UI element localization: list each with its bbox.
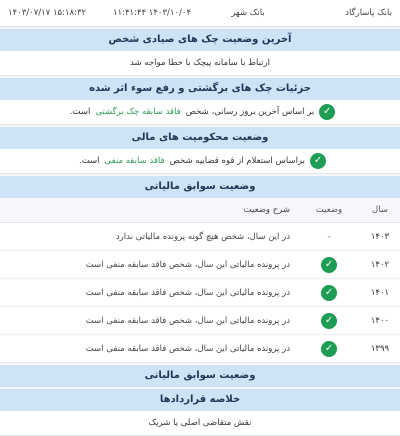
datetime-1: ۱۴۰۳/۱۰/۰۴ ۱۱:۴۱:۴۴	[112, 8, 192, 18]
returned-cheques-highlight: فاقد سابقه چک برگشتی	[95, 107, 181, 117]
table-row	[0, 223, 400, 251]
returned-cheques-title: جزئیات چک های برگشتی و رفع سوء اثر شده	[0, 78, 400, 100]
cheque-status-title: آخرین وضعیت چک های صیادی شخص	[0, 29, 400, 51]
financial-conviction-highlight: فاقد سابقه منفی	[104, 156, 165, 166]
table-row	[0, 251, 400, 279]
financial-conviction-text-after: است.	[79, 156, 100, 166]
returned-cheques-text-after: است.	[69, 107, 91, 117]
returned-cheques-line	[0, 100, 400, 124]
check-circle-icon: ✓	[321, 257, 337, 273]
row-description: در پرونده مالیاتی این سال، شخص فاقد سابقه منفی است	[0, 279, 298, 307]
check-circle-icon: ✓	[321, 285, 337, 301]
row-description: در پرونده مالیاتی این سال، شخص فاقد سابقه منفی است	[0, 251, 298, 279]
returned-cheques-panel	[0, 100, 400, 125]
contracts-summary-subtitle: نقش متقاضی اصلی یا شریک	[148, 418, 252, 428]
row-status	[298, 307, 360, 335]
table-row	[0, 279, 400, 307]
financial-conviction-text-before: براساس استعلام از قوه قضاییه شخص	[169, 156, 305, 166]
table-row	[0, 307, 400, 335]
tax-records-table	[0, 198, 400, 363]
check-circle-icon: ✓	[319, 104, 335, 120]
table-header-row	[0, 198, 400, 223]
row-year: ۱۴۰۰	[360, 307, 400, 335]
datetime-2: ۱۴۰۳/۰۷/۱۷ ۱۵:۱۸:۳۲	[8, 8, 87, 18]
financial-conviction-panel	[0, 149, 400, 174]
row-description: در پرونده مالیاتی این سال، شخص فاقد سابقه منفی است	[0, 335, 298, 363]
bank-branch: بانک پاسارگاد	[345, 8, 392, 18]
row-year: ۱۴۰۳	[360, 223, 400, 251]
table-row	[0, 335, 400, 363]
row-year: ۱۳۹۹	[360, 335, 400, 363]
top-bar	[0, 0, 400, 27]
tax-records-2-title: وضعیت سوابق مالیاتی	[0, 365, 400, 387]
cheque-status-message: ارتباط با سامانه پیچک با خطا مواجه شد	[130, 58, 270, 68]
dash-status: -	[327, 231, 331, 242]
check-circle-icon: ✓	[321, 313, 337, 329]
cheque-status-panel	[0, 51, 400, 76]
bank-name: بانک شهر	[231, 8, 265, 18]
row-status	[298, 251, 360, 279]
financial-conviction-line	[0, 149, 400, 173]
row-description: در این سال، شخص هیچ گونه پرونده مالیاتی ندارد	[0, 223, 298, 251]
column-description: شرح وضعیت	[0, 198, 298, 223]
row-status	[298, 279, 360, 307]
check-circle-icon: ✓	[310, 153, 326, 169]
row-year: ۱۴۰۲	[360, 251, 400, 279]
tax-records-title: وضعیت سوابق مالیاتی	[0, 176, 400, 198]
row-status	[298, 335, 360, 363]
row-description: در پرونده مالیاتی این سال، شخص فاقد سابقه منفی است	[0, 307, 298, 335]
row-status	[298, 223, 360, 251]
contracts-summary-title: خلاصه قراردادها	[0, 389, 400, 411]
returned-cheques-text-before: بر اساس آخرین بروز رسانی، شخص	[185, 107, 315, 117]
column-year: سال	[360, 198, 400, 223]
contracts-summary-panel	[0, 411, 400, 436]
row-year: ۱۴۰۱	[360, 279, 400, 307]
check-circle-icon: ✓	[321, 341, 337, 357]
column-status: وضعیت	[298, 198, 360, 223]
financial-conviction-title: وضعیت محکومیت های مالی	[0, 127, 400, 149]
